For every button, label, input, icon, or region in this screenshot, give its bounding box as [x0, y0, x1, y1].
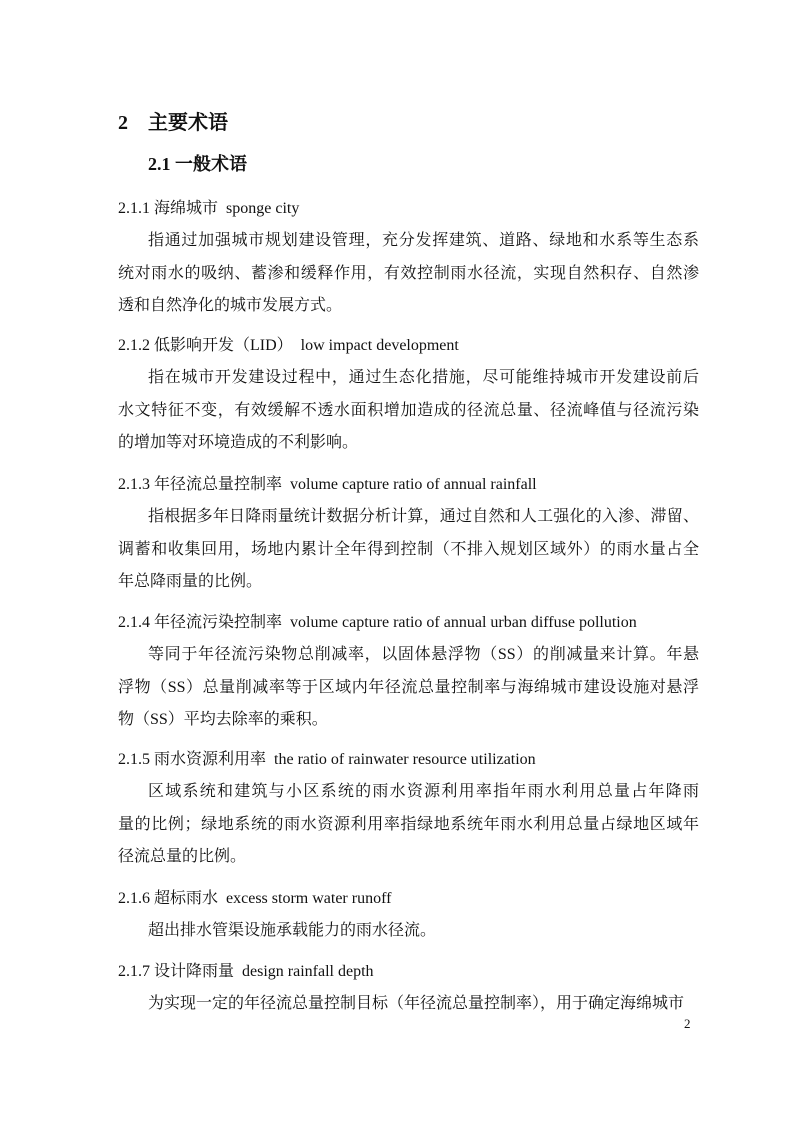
term-number: 2.1.4 — [118, 614, 150, 631]
term-chinese: 超标雨水 — [154, 890, 219, 907]
definition-line: 为实现一定的年径流总量控制目标（年径流总量控制率），用于确定海绵城市 — [148, 995, 685, 1012]
term-english: volume capture ratio of annual urban diffuse pollution — [290, 614, 637, 631]
term-english: volume capture ratio of annual rainfall — [290, 476, 537, 493]
definition-line: 区域系统和建筑与小区系统的雨水资源利用率指年雨水利用总量占年降雨 — [148, 783, 699, 800]
chapter-heading — [118, 106, 228, 135]
definition-line: 指在城市开发建设过程中，通过生态化措施，尽可能维持城市开发建设前后 — [148, 369, 699, 386]
term-chinese: 年径流总量控制率 — [154, 476, 283, 493]
term-number: 2.1.3 — [118, 476, 150, 493]
definition-line: 的增加等对环境造成的不利影响。 — [118, 434, 359, 451]
term-number: 2.1.2 — [118, 337, 150, 354]
definition-line: 水文特征不变，有效缓解不透水面积增加造成的径流总量、径流峰值与径流污染 — [118, 401, 699, 419]
term-number: 2.1.7 — [118, 963, 150, 980]
definition-line: 量的比例；绿地系统的雨水资源利用率指绿地系统年雨水利用总量占绿地区域年 — [118, 815, 699, 833]
term-heading — [118, 962, 699, 982]
term-chinese: 海绵城市 — [154, 200, 219, 217]
definition-line: 指通过加强城市规划建设管理，充分发挥建筑、道路、绿地和水系等生态系 — [148, 232, 699, 249]
term-chinese: 年径流污染控制率 — [154, 614, 283, 631]
term-english: the ratio of rainwater resource utilization — [274, 751, 536, 768]
definition-line: 统对雨水的吸纳、蓄渗和缓释作用，有效控制雨水径流，实现自然积存、自然渗 — [118, 264, 699, 282]
definition-line: 透和自然净化的城市发展方式。 — [118, 297, 343, 314]
term-chinese: 低影响开发（LID） — [154, 337, 293, 354]
term-heading — [118, 199, 699, 219]
term-heading — [118, 750, 699, 770]
term-number: 2.1.5 — [118, 751, 150, 768]
term-heading — [118, 475, 699, 495]
page-number: 2 — [684, 1016, 691, 1031]
definition-line: 年总降雨量的比例。 — [118, 573, 263, 590]
term-english: sponge city — [226, 200, 300, 217]
definition-line: 径流总量的比例。 — [118, 848, 247, 865]
term-english: design rainfall depth — [242, 963, 374, 980]
chapter-title: 主要术语 — [148, 112, 228, 134]
definition-line: 物（SS）平均去除率的乘积。 — [118, 711, 328, 728]
term-english: low impact development — [300, 337, 459, 354]
definition-line: 等同于年径流污染物总削减率，以固体悬浮物（SS）的削减量来计算。年悬 — [148, 646, 699, 663]
term-english: excess storm water runoff — [226, 890, 392, 907]
section-title: 一般术语 — [175, 154, 247, 174]
definition-line: 指根据多年日降雨量统计数据分析计算，通过自然和人工强化的入渗、滞留、 — [148, 508, 699, 525]
term-heading — [118, 613, 699, 633]
term-chinese: 设计降雨量 — [154, 963, 235, 980]
term-heading — [118, 889, 699, 909]
term-number: 2.1.1 — [118, 200, 150, 217]
section-number: 2.1 — [148, 154, 171, 174]
definition-line: 调蓄和收集回用，场地内累计全年得到控制（不排入规划区域外）的雨水量占全 — [118, 540, 699, 558]
definition-line: 浮物（SS）总量削减率等于区域内年径流总量控制率与海绵城市建设设施对悬浮 — [118, 678, 699, 696]
chapter-number: 2 — [118, 112, 128, 134]
term-heading — [118, 336, 699, 356]
definition-line: 超出排水管渠设施承载能力的雨水径流。 — [148, 922, 437, 939]
term-chinese: 雨水资源利用率 — [154, 751, 267, 768]
section-heading — [148, 150, 247, 176]
term-number: 2.1.6 — [118, 890, 150, 907]
